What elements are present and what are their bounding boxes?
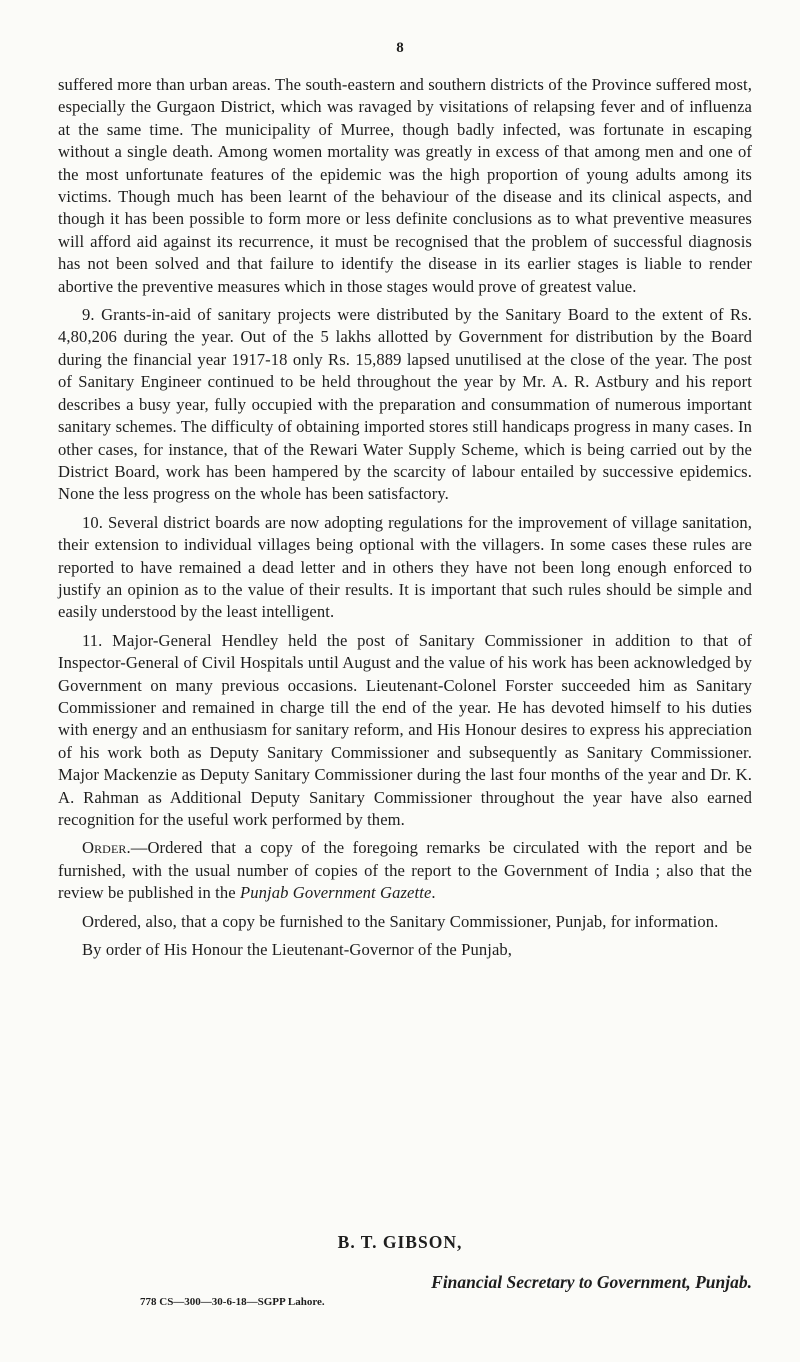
by-order-line: By order of His Honour the Lieutenant-Governor of the Punjab,	[82, 940, 513, 960]
page-number: 8	[396, 40, 404, 56]
order-paragraph	[58, 837, 752, 904]
paragraph-9: 9. Grants-in-aid of sanitary projects were distributed by the Sanitary Board to the extent of Rs. 4,80,206 during the year. Out of the 5 lakhs allotted by Government for distribution by the Board during the financial year 1917-18 only Rs. 15,889 lapsed unutilised at the close of the year. The post of Sanitary Engineer continued to be held throughout the year by Mr. A. R. Astbury and his report describes a busy year, fully occupied with the preparation and consummation of numerous important sanitary schemes. The difficulty of obtaining imported stores still handicaps progress in many cases. In other cases, for instance, that of the Rewari Water Supply Scheme, which is being carried out by the District Board, work has been hampered by the scarcity of labour entailed by successive epidemics. None the less progress on the whole has been satisfactory.	[58, 305, 752, 504]
signatory-name: B. T. GIBSON,	[337, 1232, 463, 1252]
printer-imprint: 778 CS—300—30-6-18—SGPP Lahore.	[140, 1296, 325, 1308]
signatory-title: Financial Secretary to Government, Punjab.	[431, 1272, 752, 1292]
order-label: Order.	[82, 838, 131, 858]
order-end: .	[431, 883, 436, 903]
gazette-name: Punjab Government Gazette	[239, 883, 432, 903]
paragraph-continuation: suffered more than urban areas. The south-eastern and southern districts of the Province suffered most, especially the Gurgaon District, which was ravaged by visitations of relapsing fever and of influenza at the same time. The municipality of Murree, though badly infected, was fortunate in escaping without a single death. Among women mortality was greatly in excess of that among men and one of the most unfortunate features of the epidemic was the high proportion of young adults among its victims. Though much has been learnt of the behaviour of the disease and its clinical aspects, and though it has been possible to form more or less definite conclusions as to what preventive measures will afford aid against its recurrence, it must be recognised that the problem of successful diagnosis has not been solved and that failure to identify the disease in its earlier stages is liable to render abortive the preventive measures which in those stages would prove of greatest value.	[58, 75, 752, 296]
paragraph-11: 11. Major-General Hendley held the post of Sanitary Commissioner in addition to that of Inspector-General of Civil Hospitals until August and the value of his work has been acknowledged by Government on many previous occasions. Lieutenant-Colonel Forster succeeded him as Sanitary Commissioner and remained in charge till the end of the year. He has devoted himself to his duties with energy and an enthusiasm for sanitary reform, and His Honour desires to express his appreciation of his work both as Deputy Sanitary Commissioner and subsequently as Sanitary Commissioner. Major Mackenzie as Deputy Sanitary Commissioner during the last four months of the year and Dr. K. A. Rahman as Additional Deputy Sanitary Commissioner throughout the year have also earned recognition for the useful work performed by them.	[58, 630, 752, 829]
document-body	[58, 74, 752, 961]
order-text: —Ordered that a copy of the foregoing remarks be circulated with the report and be furnished, with the usual number of copies of the report to the Government of India ; also that the review be published in the	[58, 838, 752, 903]
ordered-also-paragraph: Ordered, also, that a copy be furnished to the Sanitary Commissioner, Punjab, for information.	[82, 911, 719, 931]
paragraph-10: 10. Several district boards are now adopting regulations for the improvement of village sanitation, their extension to individual villages being optional with the villagers. In some cases these rules are reported to have remained a dead letter and in others they have not been long enough enforced to justify an opinion as to the value of their results. It is important that such rules should be simple and easily understood by the least intelligent.	[58, 512, 752, 622]
